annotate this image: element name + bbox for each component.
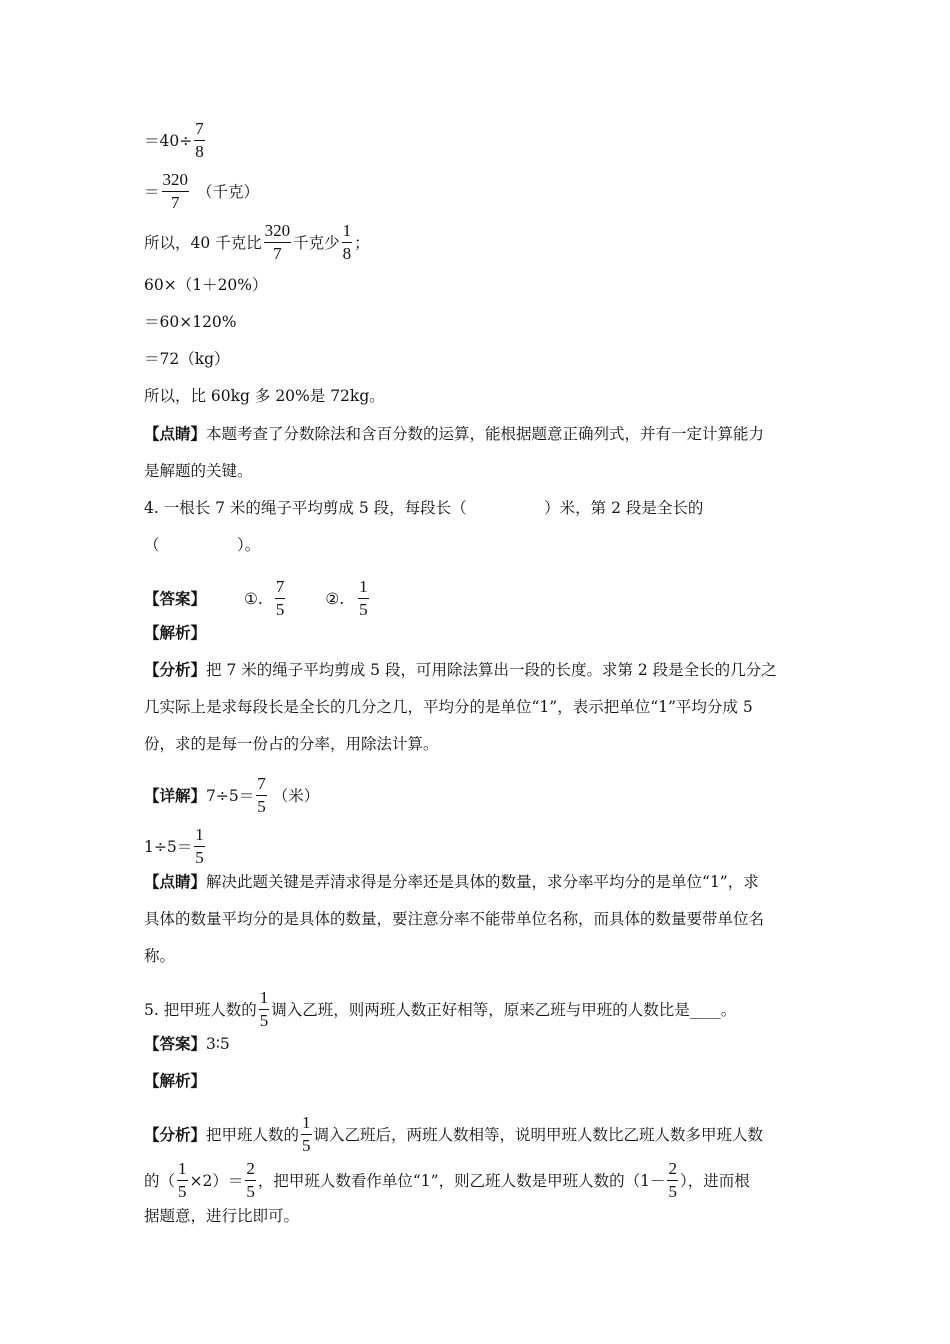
question-line	[144, 989, 810, 1030]
detail-line	[144, 775, 810, 816]
expression-text: 1÷5＝	[144, 837, 193, 856]
fraction	[194, 120, 205, 161]
analysis-sub-tag: 【分析】	[144, 660, 207, 679]
remark-line	[144, 424, 810, 444]
calc-line: 60×（1＋20%）	[144, 276, 268, 294]
fraction	[259, 989, 270, 1030]
text-segment: ；	[354, 233, 370, 252]
answer-label: ②.	[325, 589, 345, 608]
text-segment: 所以，40 千克比	[144, 233, 262, 252]
fraction	[256, 775, 267, 816]
numerator: 1	[259, 988, 269, 1007]
unit-text: （千克）	[197, 182, 260, 201]
denominator: 7	[273, 244, 282, 263]
calc-line	[144, 222, 810, 263]
fraction	[358, 578, 369, 619]
numerator: 1	[195, 825, 204, 844]
remark-line: 具体的数量平均分的是具体的数量，要注意分率不能带单位名称，而具体的数量要带单位名	[144, 910, 765, 928]
denominator: 5	[668, 1182, 677, 1201]
analysis-tag: 【解析】	[144, 623, 207, 642]
denominator: 5	[257, 797, 266, 816]
conclusion-line: 所以，比 60kg 多 20%是 72kg。	[144, 387, 385, 405]
unit-text: （米）	[272, 786, 320, 805]
denominator: 5	[259, 1011, 269, 1030]
remark-text: 本题考查了分数除法和含百分数的运算，能根据题意正确列式，并有一定计算能力	[206, 425, 765, 443]
question-line: （ ）。	[144, 536, 261, 554]
fraction	[667, 1160, 678, 1201]
analysis-text: ×2）＝	[189, 1171, 244, 1190]
answer-tag: 【答案】	[144, 1034, 207, 1053]
answer-tag: 【答案】	[144, 588, 207, 608]
answer-line	[144, 578, 810, 619]
analysis-text: ，把甲班人数看作单位“1”，则乙班人数是甲班人数的（1－	[257, 1171, 666, 1190]
analysis-line: 据题意，进行比即可。	[144, 1207, 300, 1225]
denominator: 8	[195, 142, 204, 161]
numerator: 7	[257, 774, 266, 793]
detail-tag: 【详解】	[144, 785, 207, 805]
answer-line	[144, 1034, 810, 1054]
denominator: 5	[246, 1182, 255, 1201]
denominator: 8	[342, 244, 352, 263]
expression-text: ＝40÷	[144, 131, 193, 150]
analysis-line	[144, 1114, 810, 1155]
calc-line: ＝72（kg）	[144, 350, 230, 368]
question-text: 5. 把甲班人数的	[144, 1000, 257, 1019]
text-segment: 千克少	[293, 233, 340, 252]
fraction	[342, 222, 353, 263]
remark-tag: 【点睛】	[144, 872, 207, 891]
answer-text: 3∶5	[206, 1035, 230, 1053]
denominator: 5	[359, 600, 368, 619]
question-line: 4. 一根长 7 米的绳子平均剪成 5 段，每段长（ ）米，第 2 段是全长的	[144, 499, 704, 517]
remark-tag: 【点睛】	[144, 424, 207, 443]
remark-line: 是解题的关键。	[144, 462, 253, 480]
denominator: 5	[178, 1182, 187, 1201]
denominator: 5	[195, 848, 204, 867]
fraction	[245, 1160, 256, 1201]
calc-line: ＝60×120%	[144, 313, 237, 331]
numerator: 1	[359, 577, 368, 596]
numerator: 320	[264, 221, 291, 240]
question-text: 调入乙班，则两班人数正好相等，原来乙班与甲班的人数比是____。	[271, 1000, 737, 1019]
fraction	[194, 826, 205, 867]
expression-text: ＝	[144, 182, 160, 201]
analysis-text: 调入乙班后，两班人数相等，说明甲班人数比乙班人数多甲班人数	[313, 1125, 764, 1144]
analysis-text: 把甲班人数的	[206, 1125, 300, 1144]
numerator: 320	[162, 170, 189, 189]
analysis-tag: 【解析】	[144, 1071, 207, 1090]
analysis-line: 份，求的是每一份占的分率，用除法计算。	[144, 735, 439, 753]
analysis-line	[144, 660, 810, 680]
fraction	[275, 578, 286, 619]
denominator: 5	[275, 600, 285, 619]
analysis-text: 把 7 米的绳子平均剪成 5 段，可用除法算出一段的长度。求第 2 段是全长的几分之	[206, 661, 777, 679]
answer-label: ①.	[244, 589, 263, 608]
numerator: 1	[302, 1113, 311, 1132]
numerator: 7	[195, 119, 204, 138]
numerator: 2	[246, 1159, 255, 1178]
remark-text: 解决此题关键是弄清求得是分率还是具体的数量，求分率平均分的是单位“1”，求	[206, 873, 759, 891]
analysis-sub-tag: 【分析】	[144, 1124, 207, 1144]
denominator: 5	[302, 1136, 311, 1155]
remark-line	[144, 872, 810, 892]
analysis-line: 几实际上是求每段长是全长的几分之几，平均分的是单位“1”，表示把单位“1”平均分成 5	[144, 698, 753, 716]
fraction	[264, 222, 292, 263]
fraction	[177, 1160, 188, 1201]
calc-line	[144, 171, 810, 212]
expression-text: 7÷5＝	[206, 786, 255, 805]
analysis-text: 的（	[144, 1171, 176, 1190]
numerator: 2	[668, 1159, 677, 1178]
fraction	[301, 1114, 312, 1155]
numerator: 1	[342, 221, 352, 240]
denominator: 7	[171, 193, 180, 212]
detail-line	[144, 826, 810, 867]
analysis-line	[144, 1160, 810, 1201]
numerator: 7	[275, 577, 285, 596]
numerator: 1	[178, 1159, 187, 1178]
fraction	[162, 171, 190, 212]
remark-line: 称。	[144, 947, 176, 965]
calc-line	[144, 120, 810, 161]
analysis-text: ），进而根	[679, 1171, 750, 1190]
